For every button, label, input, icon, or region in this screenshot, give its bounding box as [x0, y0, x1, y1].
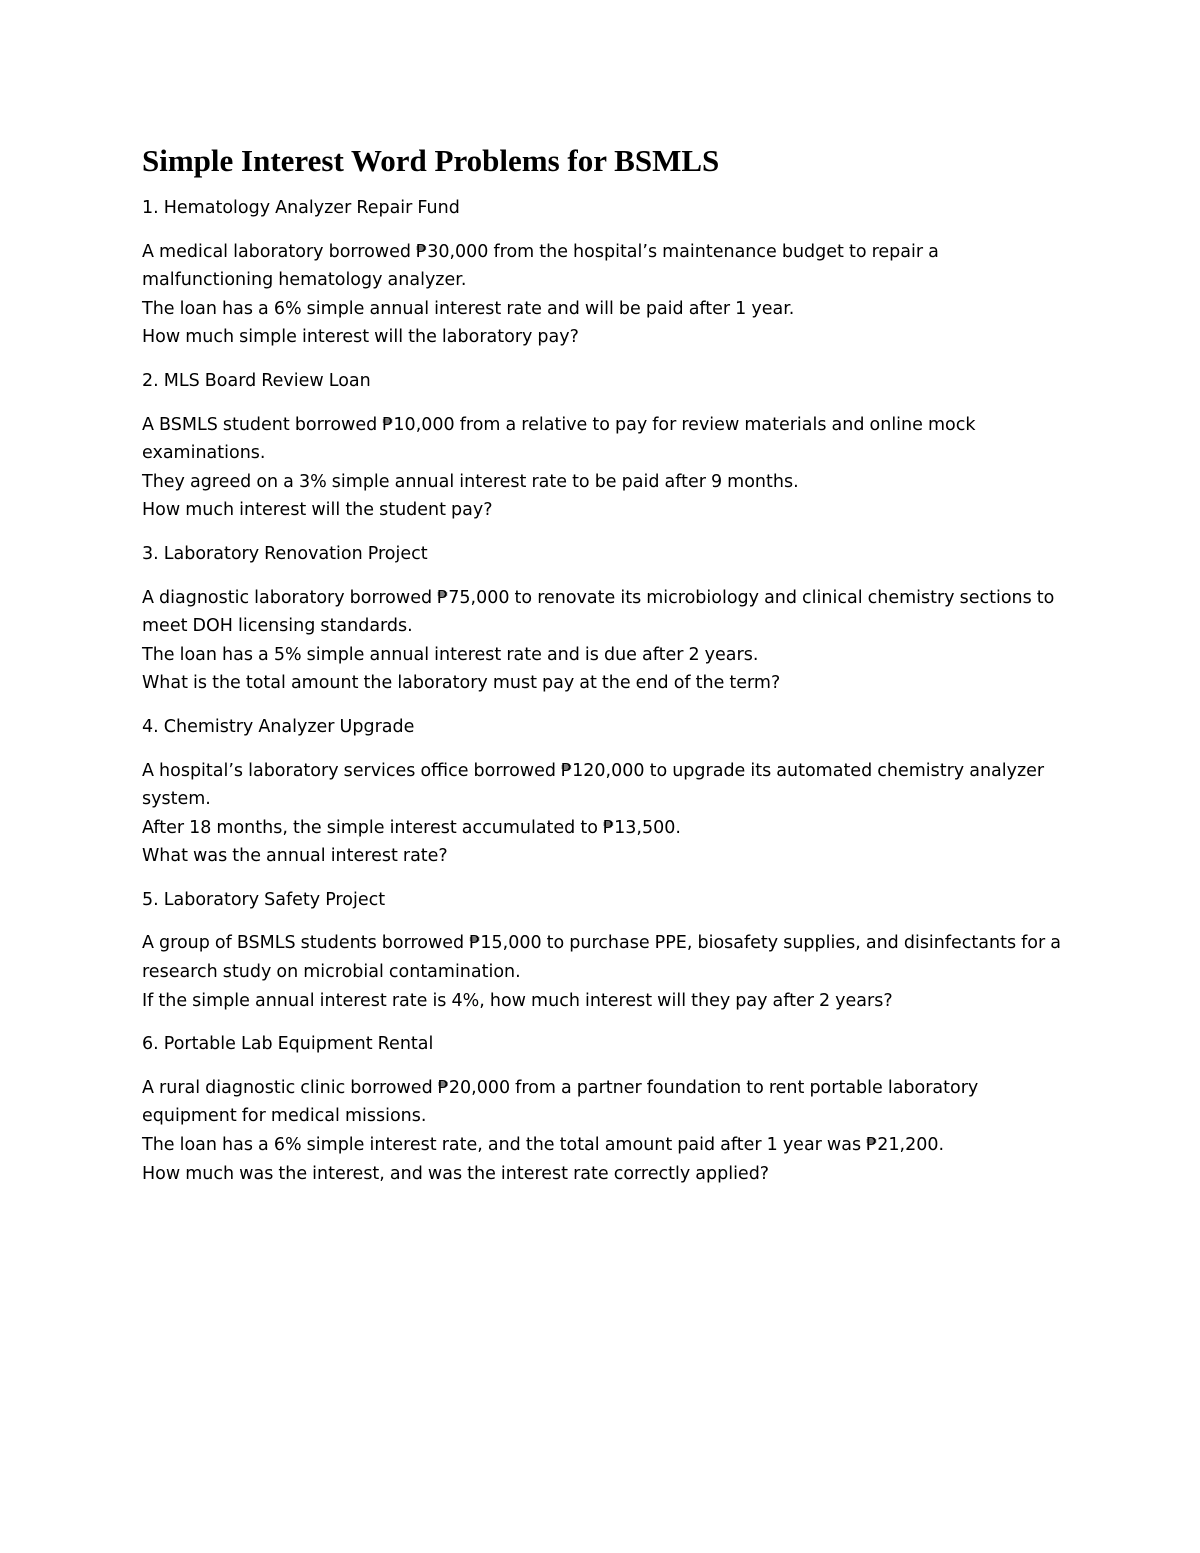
problem-5	[142, 886, 1072, 1015]
problem-heading: 5. Laboratory Safety Project	[142, 889, 386, 910]
problem-body	[142, 584, 1072, 698]
problem-1	[142, 194, 1072, 352]
problem-text-line: The loan has a 6% simple interest rate, and the total amount paid after 1 year was ₱21,200.	[142, 1135, 945, 1156]
problem-question: How much interest will the student pay?	[142, 500, 493, 521]
problem-3	[142, 540, 1072, 698]
problem-text-line: A diagnostic laboratory borrowed ₱75,000 to renovate its microbiology and clinical chemistry sections to meet DOH licensing standards.	[142, 587, 1055, 637]
problem-body	[142, 1074, 1072, 1188]
problem-question: What is the total amount the laboratory must pay at the end of the term?	[142, 673, 781, 694]
problem-heading: 4. Chemistry Analyzer Upgrade	[142, 716, 415, 737]
problem-body	[142, 411, 1072, 525]
problem-text-line: They agreed on a 3% simple annual interest rate to be paid after 9 months.	[142, 471, 799, 492]
problem-body	[142, 929, 1072, 1015]
problem-text-line: The loan has a 5% simple annual interest rate and is due after 2 years.	[142, 644, 759, 665]
problem-heading: 2. MLS Board Review Loan	[142, 370, 371, 391]
problem-text-line: A hospital’s laboratory services office borrowed ₱120,000 to upgrade its automated chemistry analyzer system.	[142, 760, 1045, 810]
problem-heading: 1. Hematology Analyzer Repair Fund	[142, 198, 460, 218]
problem-text-line: A BSMLS student borrowed ₱10,000 from a relative to pay for review materials and online mock examinations.	[142, 414, 976, 464]
problem-heading: 3. Laboratory Renovation Project	[142, 543, 428, 564]
problem-body	[142, 757, 1072, 871]
problem-body	[142, 238, 1072, 352]
problem-question: If the simple annual interest rate is 4%, how much interest will they pay after 2 years?	[142, 990, 893, 1011]
problem-text-line: A medical laboratory borrowed ₱30,000 from the hospital’s maintenance budget to repair a malfunctioning hematology analyzer.	[142, 241, 939, 291]
document-page	[142, 140, 1072, 1203]
problem-6	[142, 1030, 1072, 1188]
problem-2	[142, 367, 1072, 525]
problem-text-line: A rural diagnostic clinic borrowed ₱20,000 from a partner foundation to rent portable laboratory equipment for medical missions.	[142, 1077, 979, 1127]
document-title: Simple Interest Word Problems for BSMLS	[142, 143, 720, 178]
problem-text-line: A group of BSMLS students borrowed ₱15,000 to purchase PPE, biosafety supplies, and disinfectants for a research study on microbial contamination.	[142, 933, 1062, 983]
problem-4	[142, 713, 1072, 871]
problem-text-line: After 18 months, the simple interest accumulated to ₱13,500.	[142, 817, 681, 838]
problem-question: How much was the interest, and was the interest rate correctly applied?	[142, 1163, 770, 1184]
problem-question: How much simple interest will the laboratory pay?	[142, 327, 579, 348]
problem-text-line: The loan has a 6% simple annual interest rate and will be paid after 1 year.	[142, 298, 795, 319]
problem-question: What was the annual interest rate?	[142, 846, 448, 867]
problem-heading: 6. Portable Lab Equipment Rental	[142, 1034, 434, 1055]
